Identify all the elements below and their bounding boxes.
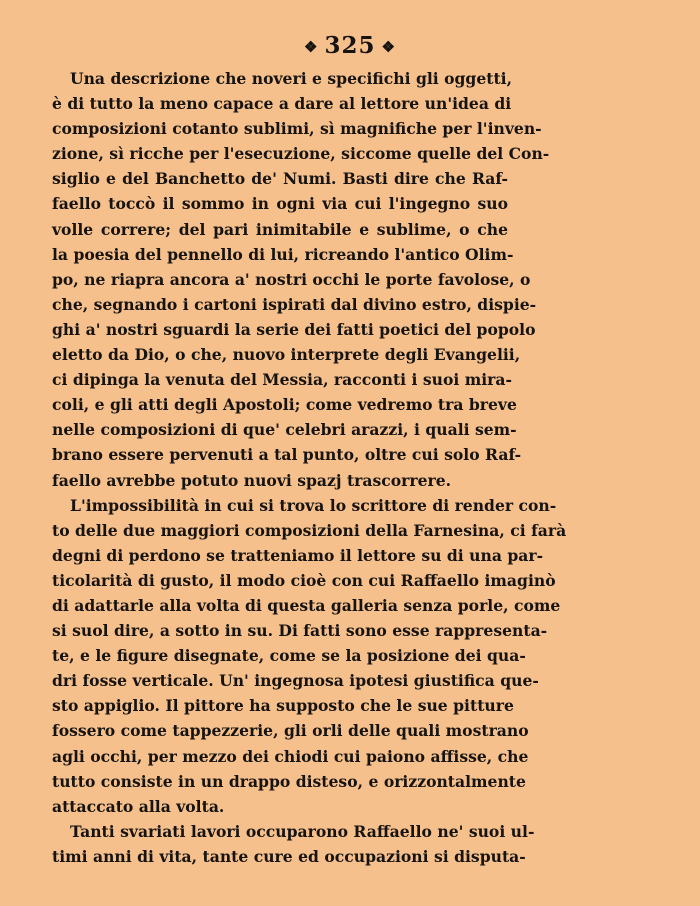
right-ornament-icon: ❖ [381,38,396,56]
text-line: si suol dire, a sotto in su. Di fatti sono esse rappresenta- [52,621,548,641]
text-line: po, ne riapra ancora a' nostri occhi le porte favolose, o [52,269,531,289]
text-line: dri fosse verticale. Un' ingegnosa ipotesi giustifica que- [52,671,539,691]
text-line: timi anni di vita, tante cure ed occupazioni si disputa- [52,846,526,866]
text-line: L'impossibilità in cui si trova lo scrittore di render con- [70,495,557,515]
text-line: sto appiglio. Il pittore ha supposto che le sue pitture [52,696,514,716]
text-line: nelle composizioni di que' celebri arazzi, i quali sem- [52,420,517,440]
text-line: composizioni cotanto sublimi, sì magnifiche per l'inven- [52,119,542,139]
text-line: ci dipinga la venuta del Messia, racconti i suoi mira- [52,370,512,390]
text-line: tutto consiste in un drappo disteso, e orizzontalmente [52,771,526,791]
page-body [52,66,567,869]
text-line: fossero come tappezzerie, gli orli delle quali mostrano [52,721,529,741]
text-line: attaccato alla volta. [52,796,225,816]
text-line: volle correre; del pari inimitabile e sublime, o che [52,219,508,239]
text-line: zione, sì ricche per l'esecuzione, siccome quelle del Con- [52,144,550,164]
paragraph [52,66,550,493]
text-line: ghi a' nostri sguardi la serie dei fatti poetici del popolo [52,319,536,339]
text-line: è di tutto la meno capace a dare al lettore un'idea di [52,94,512,114]
text-line: Una descrizione che noveri e specifichi gli oggetti, [70,69,513,88]
text-line: la poesia del pennello di lui, ricreando l'antico Olim- [52,244,514,264]
text-line: che, segnando i cartoni ispirati dal divino estro, dispie- [52,294,537,314]
text-line: Tanti svariati lavori occuparono Raffaello ne' suoi ul- [70,821,535,841]
text-line: ticolarità di gusto, il modo cioè con cui Raffaello imaginò [52,570,556,590]
text-line: agli occhi, per mezzo dei chiodi cui paiono affisse, che [52,746,529,766]
text-line: faello avrebbe potuto nuovi spazj trascorrere. [52,470,452,490]
page-header [0,32,700,59]
text-line: faello toccò il sommo in ogni via cui l'ingegno suo [52,194,508,214]
text-line: coli, e gli atti degli Apostoli; come vedremo tra breve [52,395,517,415]
text-line: siglio e del Banchetto de' Numi. Basti dire che Raf- [52,169,508,189]
text-line: te, e le figure disegnate, come se la posizione dei qua- [52,646,526,666]
left-ornament-icon: ❖ [304,38,319,56]
text-line: brano essere pervenuti a tal punto, oltre cui solo Raf- [52,445,522,465]
text-line: to delle due maggiori composizioni della Farnesina, ci farà [52,520,567,540]
page-number: 325 [324,32,376,59]
paragraph [52,819,535,869]
text-line: degni di perdono se tratteniamo il lettore su di una par- [52,545,544,565]
paragraph [52,493,567,819]
text-line: eletto da Dio, o che, nuovo interprete degli Evangelii, [52,345,521,365]
text-line: di adattarle alla volta di questa galleria senza porle, come [52,595,561,615]
